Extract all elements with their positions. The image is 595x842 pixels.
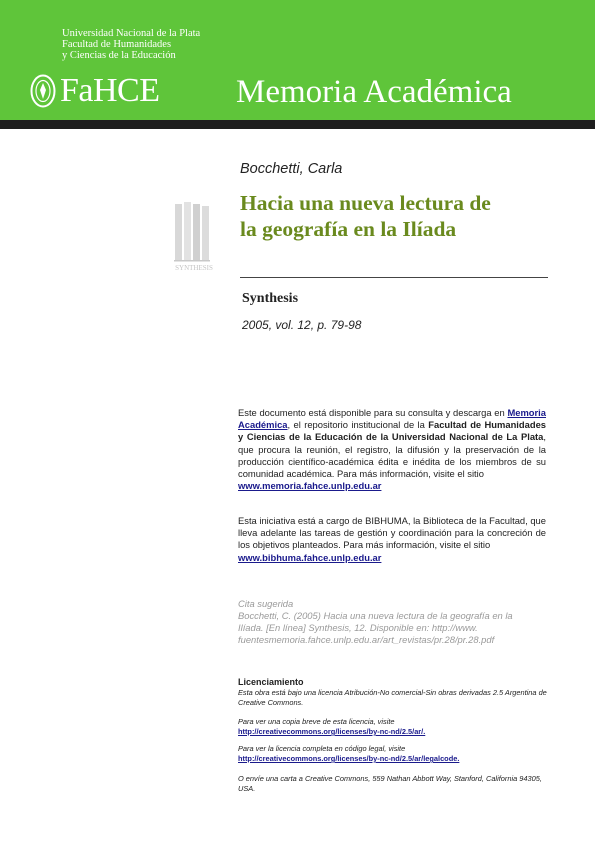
- faculty-name-bold: Facultad de Humanidades y Ciencias de la Educación de la Universidad Nacional de La Plata: [238, 419, 546, 443]
- memoria-academica-link[interactable]: Memoria Académica: [238, 407, 546, 431]
- author: Bocchetti, Carla: [240, 161, 343, 177]
- header-divider: [0, 120, 595, 129]
- books-label: SYNTHESIS: [175, 264, 213, 272]
- bibhuma-paragraph: [238, 515, 546, 564]
- license-full-text: Para ver la licencia completa en código legal, visite: [238, 744, 406, 753]
- license-mail-text: O envíe una carta a Creative Commons, 559 Nathan Abbott Way, Stanford, California 94305, USA.: [238, 774, 542, 793]
- citation-line: fuentesmemoria.fahce.unlp.edu.ar/art_revistas/pr.28/pr.28.pdf: [238, 634, 495, 645]
- memoria-url-link[interactable]: www.memoria.fahce.unlp.edu.ar: [238, 480, 382, 492]
- faculty-line-2: y Ciencias de la Educación: [62, 50, 176, 61]
- license-short-text: Para ver una copia breve de esta licencia, visite: [238, 717, 395, 726]
- fahce-logo: FaHCE: [60, 72, 160, 109]
- journal-reference: 2005, vol. 12, p. 79-98: [242, 318, 362, 332]
- license-legalcode-link[interactable]: http://creativecommons.org/licenses/by-nc-nd/2.5/ar/legalcode.: [238, 754, 460, 763]
- license-full-block: [238, 744, 548, 764]
- header-banner: [0, 0, 595, 120]
- journal-books-icon: [165, 200, 225, 272]
- license-short-link[interactable]: http://creativecommons.org/licenses/by-nc-nd/2.5/ar/.: [238, 727, 426, 736]
- availability-paragraph: [238, 407, 546, 492]
- repository-name: Memoria Académica: [236, 74, 512, 110]
- university-seal-icon: [30, 74, 56, 108]
- text-segment: Este documento está disponible para su consulta y descarga en: [238, 407, 508, 418]
- faculty-line: Facultad de Humanidades: [62, 39, 172, 50]
- article-title: [240, 190, 560, 242]
- bibhuma-url-link[interactable]: www.bibhuma.fahce.unlp.edu.ar: [238, 551, 382, 563]
- text-segment: Esta iniciativa está a cargo de BIBHUMA, la Biblioteca de la Facultad, que lleva adelante las tareas de gestión y coordinación para la concreción de los objetivos planteados. Para más información, visite el sitio: [238, 515, 546, 551]
- text-segment: , el repositorio institucional de la: [287, 419, 429, 431]
- title-line: Hacia una nueva lectura de: [240, 191, 491, 215]
- citation-line: Ilíada. [En línea] Synthesis, 12. Disponible en: http://www.: [238, 622, 478, 633]
- title-rule: [240, 277, 548, 278]
- text-segment: , que procura la reunión, el registro, la difusión y la preservación de la producción científico-académica édita e inédita de los miembros de su comunidad académica. Para más información, visite el sitio: [238, 431, 546, 480]
- license-heading: Licenciamiento: [238, 677, 304, 687]
- license-text: Esta obra está bajo una licencia Atribución-No comercial-Sin obras derivadas 2.5 Argentina de Creative Commons.: [238, 688, 547, 707]
- suggested-citation: [238, 598, 548, 646]
- license-short-block: [238, 717, 548, 737]
- university-line: Universidad Nacional de la Plata: [62, 28, 201, 39]
- citation-line: Bocchetti, C. (2005) Hacia una nueva lectura de la geografía en la: [238, 610, 513, 621]
- title-line: la geografía en la Ilíada: [240, 217, 457, 241]
- citation-heading: Cita sugerida: [238, 598, 294, 609]
- journal-name: Synthesis: [242, 291, 299, 306]
- university-name: [62, 28, 200, 61]
